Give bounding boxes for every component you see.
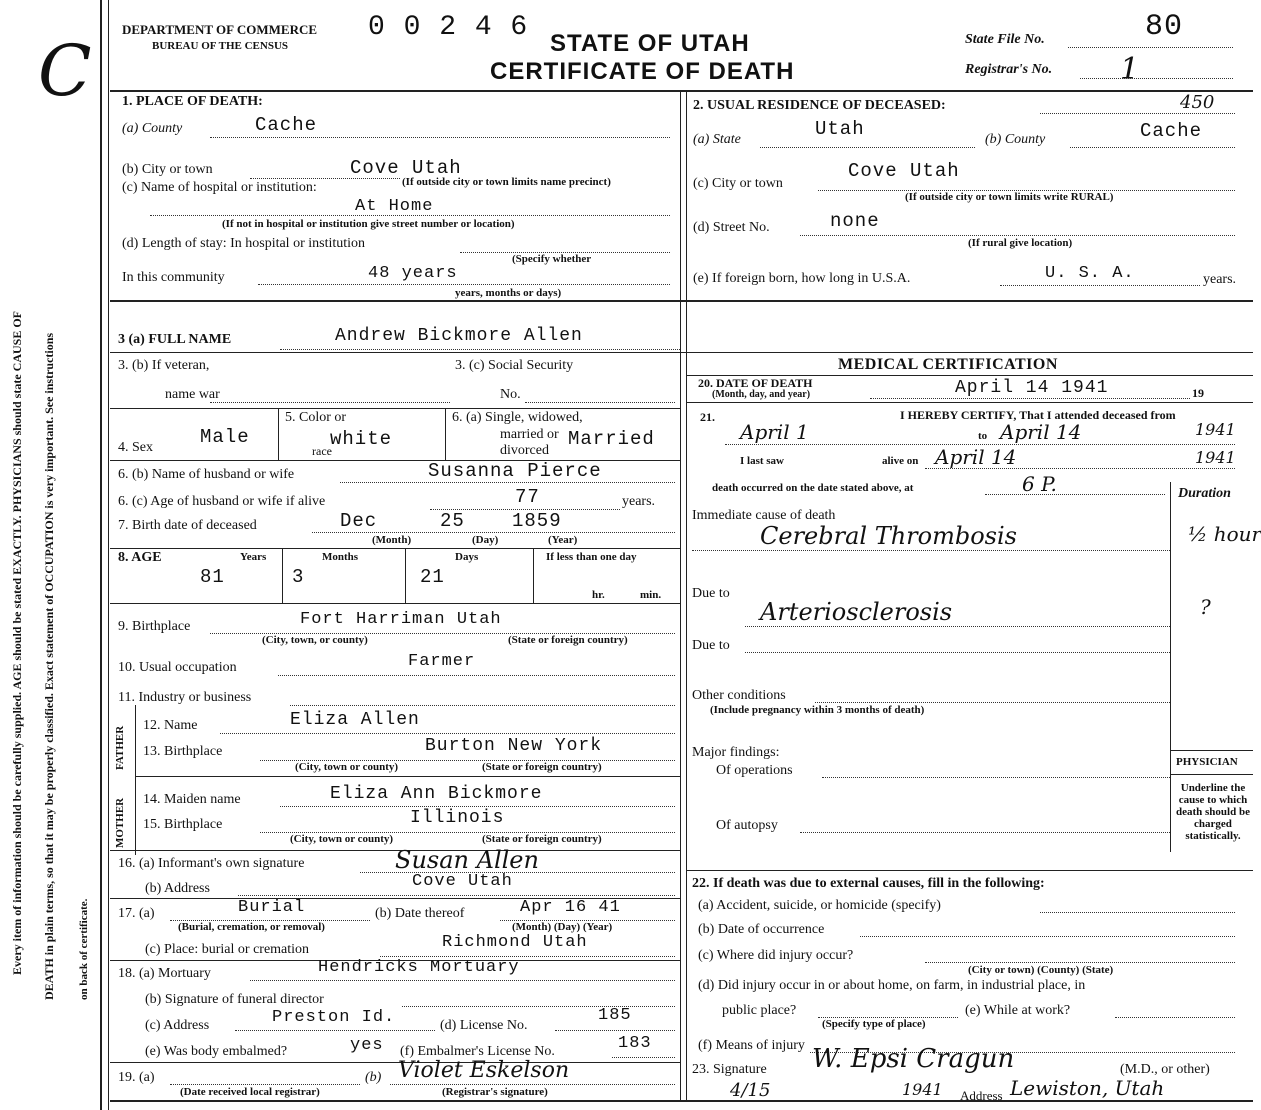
embalmed-label: (e) Was body embalmed? <box>145 1044 288 1059</box>
marital-label3: divorced <box>500 443 549 458</box>
sex: Male <box>200 426 250 448</box>
age-days: 21 <box>420 566 445 588</box>
burial: Burial <box>238 898 306 917</box>
marital-label: 6. (a) Single, widowed, <box>452 410 583 425</box>
stay-specify: (Specify whether <box>512 253 592 265</box>
certify-num: 21. <box>700 410 715 424</box>
occurred-label: death occurred on the date stated above, at <box>712 482 914 494</box>
place-of-death-heading: 1. PLACE OF DEATH: <box>122 94 263 109</box>
burial-label: 17. (a) <box>118 906 155 921</box>
street-note: (If rural give location) <box>968 237 1073 249</box>
hospital-note2: (If not in hospital or institution give street number or location) <box>222 218 515 230</box>
certify-label: I HEREBY CERTIFY, That I attended deceased from <box>900 408 1176 422</box>
mother-bp-label: 15. Birthplace <box>143 817 223 832</box>
marital: Married <box>568 428 655 450</box>
death-date: April 14 1941 <box>955 378 1109 398</box>
years-label: Years <box>240 551 267 563</box>
birthplace: Fort Harriman Utah <box>300 610 502 629</box>
home-label: (d) Did injury occur in or about home, on farm, in industrial place, in <box>698 978 1086 993</box>
immediate-cause: Cerebral Thrombosis <box>760 522 1017 550</box>
father-name: Eliza Allen <box>290 710 420 730</box>
mortuary: Hendricks Mortuary <box>318 958 520 977</box>
sex-label: 4. Sex <box>118 440 153 455</box>
state-file-label: State File No. <box>965 32 1045 47</box>
veteran-label: 3. (b) If veteran, <box>118 358 210 373</box>
death-city: Cove Utah <box>350 157 462 179</box>
burial-place-label: (c) Place: burial or cremation <box>145 942 310 957</box>
bp-note2: (State or foreign country) <box>482 761 602 773</box>
medical-heading: MEDICAL CERTIFICATION <box>838 356 1058 373</box>
informant-label: 16. (a) Informant's own signature <box>118 856 305 871</box>
spouse-age: 77 <box>515 486 540 508</box>
director-label: (b) Signature of funeral director <box>145 992 324 1007</box>
res-county-label: (b) County <box>985 132 1046 147</box>
occurrence-label: (b) Date of occurrence <box>698 922 825 937</box>
full-name-label: 3 (a) FULL NAME <box>118 332 232 347</box>
mort-address: Preston Id. <box>272 1008 396 1027</box>
father-bp: Burton New York <box>425 736 603 756</box>
father-label: FATHER <box>114 725 126 770</box>
registrar-sig: Violet Eskelson <box>398 1058 570 1083</box>
duration-label: Duration <box>1178 486 1231 501</box>
registrar-value: 1 <box>1120 52 1140 87</box>
res-state: Utah <box>815 118 865 140</box>
last-saw-label: I last saw <box>740 455 785 467</box>
duration-1: ½ hour <box>1188 522 1261 546</box>
spouse-label: 6. (b) Name of husband or wife <box>118 467 295 482</box>
received-note: (Date received local registrar) <box>180 1086 320 1098</box>
sig-date: 4/15 <box>730 1080 771 1101</box>
where-label: (c) Where did injury occur? <box>698 948 854 963</box>
burial-place: Richmond Utah <box>442 933 588 952</box>
due-to-label: Due to <box>692 586 730 601</box>
birth-day: 25 <box>440 510 465 532</box>
residence-mark: 450 <box>1180 92 1215 113</box>
spouse-age-unit: years. <box>622 494 656 509</box>
attended-year: 1941 <box>1195 420 1236 439</box>
month-note: (Month) <box>372 534 412 546</box>
address-label: (b) Address <box>145 881 210 896</box>
mort-address-label: (c) Address <box>145 1018 210 1033</box>
mbp-note2: (State or foreign country) <box>482 833 602 845</box>
foreign-label: (e) If foreign born, how long in U.S.A. <box>693 271 911 286</box>
burial-date-label: (b) Date thereof <box>375 906 465 921</box>
death-date-label: 20. DATE OF DEATH <box>698 376 813 390</box>
other-note: (Include pregnancy within 3 months of death) <box>710 704 925 716</box>
min-label: min. <box>640 589 662 601</box>
days-label: Days <box>455 551 479 563</box>
dept-label: DEPARTMENT OF COMMERCE <box>122 22 318 37</box>
physician-label: PHYSICIAN <box>1176 756 1238 768</box>
foreign-unit: years. <box>1203 272 1237 287</box>
registrar-note: (Registrar's signature) <box>442 1086 548 1098</box>
mbp-note1: (City, town or county) <box>290 833 394 845</box>
state-title: STATE OF UTAH <box>550 30 750 57</box>
cert-title: CERTIFICATE OF DEATH <box>490 58 795 85</box>
residence-heading: 2. USUAL RESIDENCE OF DECEASED: <box>693 98 946 113</box>
work-label: (e) While at work? <box>965 1003 1071 1018</box>
corner-mark: C <box>38 30 92 112</box>
mortuary-label: 18. (a) Mortuary <box>118 966 211 981</box>
embalmed: yes <box>350 1036 384 1055</box>
hospital-label: (c) Name of hospital or institution: <box>122 180 317 195</box>
sig-address: Lewiston, Utah <box>1010 1076 1165 1100</box>
signature-label: 23. Signature <box>692 1062 767 1077</box>
death-date-suffix: 19 <box>1192 386 1204 400</box>
day-note: (Day) <box>472 534 499 546</box>
last-saw: April 14 <box>935 445 1017 469</box>
age-months: 3 <box>292 566 305 588</box>
burial-date: Apr 16 41 <box>520 898 621 917</box>
state-file-value: 80 <box>1145 10 1184 44</box>
spouse: Susanna Pierce <box>428 460 602 482</box>
res-city: Cove Utah <box>848 160 960 182</box>
birth-year: 1859 <box>512 510 562 532</box>
side-note-2: DEATH in plain terms, so that it may be properly classified. Exact statement of OCCUPATION is very important. See instructions <box>42 332 56 1000</box>
ss-no: No. <box>500 387 521 402</box>
last-saw-year: 1941 <box>1195 448 1236 467</box>
res-state-label: (a) State <box>693 132 741 147</box>
color: white <box>330 428 393 450</box>
physician-signature: W. Epsi Cragun <box>812 1044 1015 1074</box>
where-note: (City or town) (County) (State) <box>968 964 1114 976</box>
color-label: 5. Color or <box>285 410 347 425</box>
accident-label: (a) Accident, suicide, or homicide (specify) <box>698 898 941 913</box>
stay-label: (d) Length of stay: In hospital or institution <box>122 236 366 251</box>
burial-note: (Burial, cremation, or removal) <box>178 921 325 933</box>
license-label: (d) License No. <box>440 1018 528 1033</box>
death-county-label: (a) County <box>122 121 183 136</box>
attended-to-label: to <box>978 430 988 442</box>
address: Cove Utah <box>412 872 513 891</box>
father-bp-label: 13. Birthplace <box>143 744 223 759</box>
embalmer-no: 183 <box>618 1034 652 1053</box>
sig-year: 1941 <box>902 1080 943 1099</box>
birthdate-label: 7. Birth date of deceased <box>118 518 257 533</box>
external-label: 22. If death was due to external causes, fill in the following: <box>692 876 1045 891</box>
full-name: Andrew Bickmore Allen <box>335 326 583 346</box>
occurred: 6 P. <box>1022 472 1057 496</box>
license: 185 <box>598 1006 632 1025</box>
mother-label: MOTHER <box>114 797 126 848</box>
public-label: public place? <box>722 1003 797 1018</box>
public-note: (Specify type of place) <box>822 1018 926 1030</box>
res-city-label: (c) City or town <box>693 176 783 191</box>
mother-name: Eliza Ann Bickmore <box>330 784 543 804</box>
other-label: Other conditions <box>692 688 786 703</box>
alive-label: alive on <box>882 455 919 467</box>
community-label: In this community <box>122 270 225 285</box>
foreign: U. S. A. <box>1045 264 1135 283</box>
received-label: 19. (a) <box>118 1070 155 1085</box>
serial-number: 0 0 2 4 6 <box>368 12 529 43</box>
occupation: Farmer <box>408 652 476 671</box>
occupation-label: 10. Usual occupation <box>118 660 237 675</box>
street-label: (d) Street No. <box>693 220 770 235</box>
death-county: Cache <box>255 114 318 136</box>
hospital-note: (If outside city or town limits name precinct) <box>402 176 611 188</box>
spouse-age-label: 6. (c) Age of husband or wife if alive <box>118 494 326 509</box>
side-note-1: Every item of information should be carefully supplied. AGE should be stated EXACTLY. PHYSICIANS should state CAUSE OF <box>10 311 24 975</box>
mother-bp: Illinois <box>410 808 505 828</box>
lessday-label: If less than one day <box>546 551 637 563</box>
birthplace-label: 9. Birthplace <box>118 619 191 634</box>
community: 48 years <box>368 264 458 283</box>
sig-address-label: Address <box>960 1088 1003 1103</box>
md-label: (M.D., or other) <box>1120 1062 1210 1077</box>
hospital: At Home <box>355 197 434 216</box>
attended-from: April 1 <box>740 420 809 444</box>
attended-to: April 14 <box>1000 420 1082 444</box>
hr-label: hr. <box>592 589 605 601</box>
bureau-label: BUREAU OF THE CENSUS <box>152 40 289 52</box>
birthplace-note: (City, town, or county) <box>262 634 368 646</box>
means-label: (f) Means of injury <box>698 1038 805 1053</box>
death-city-label: (b) City or town <box>122 162 213 177</box>
registrar-b: (b) <box>365 1070 382 1085</box>
immediate-label: Immediate cause of death <box>692 508 836 523</box>
industry-label: 11. Industry or business <box>118 690 252 705</box>
res-city-note: (If outside city or town limits write RURAL) <box>905 191 1114 203</box>
death-date-note: (Month, day, and year) <box>712 389 811 400</box>
year-note: (Year) <box>548 534 578 546</box>
due-to: Arteriosclerosis <box>760 598 953 626</box>
embalmer-label: (f) Embalmer's License No. <box>400 1044 555 1059</box>
age-label: 8. AGE <box>118 550 162 565</box>
months-label: Months <box>322 551 359 563</box>
informant-sig: Susan Allen <box>395 846 539 874</box>
war-label: name war <box>165 387 220 402</box>
burial-date-note: (Month) (Day) (Year) <box>512 921 613 933</box>
autopsy-label: Of autopsy <box>716 818 778 833</box>
operations-label: Of operations <box>716 763 793 778</box>
father-name-label: 12. Name <box>143 718 198 733</box>
duration-2: ? <box>1200 595 1211 619</box>
underline-note: Underline the cause to which death should be charged statistically. <box>1176 782 1250 842</box>
bp-note1: (City, town or county) <box>295 761 399 773</box>
ss-label: 3. (c) Social Security <box>455 358 574 373</box>
res-county: Cache <box>1140 120 1203 142</box>
street: none <box>830 210 880 232</box>
age-years: 81 <box>200 566 225 588</box>
race-label: race <box>312 444 332 458</box>
registrar-label: Registrar's No. <box>965 62 1053 77</box>
major-label: Major findings: <box>692 745 780 760</box>
birthplace-note2: (State or foreign country) <box>508 634 628 646</box>
community-note: years, months or days) <box>455 287 562 299</box>
birth-month: Dec <box>340 510 378 532</box>
due-to2-label: Due to <box>692 638 730 653</box>
mother-name-label: 14. Maiden name <box>143 792 241 807</box>
side-note-3: on back of certificate. <box>78 898 90 1000</box>
marital-label2: married or <box>500 427 559 442</box>
